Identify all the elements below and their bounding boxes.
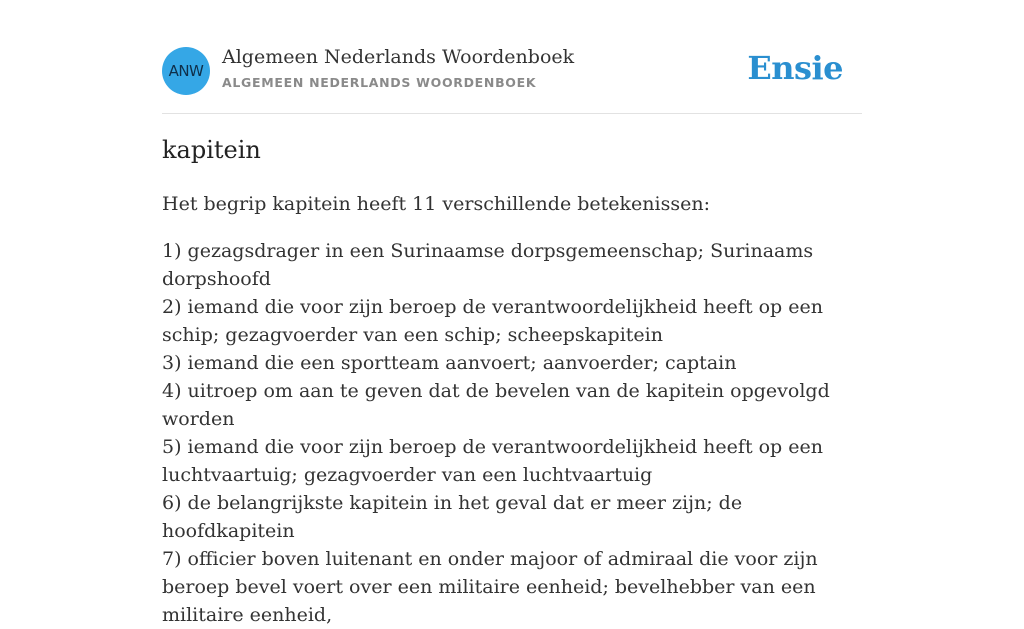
ensie-brand-logo[interactable]: Ensie	[747, 49, 843, 87]
meaning-item: 4) uitroep om aan te geven dat de bevelen van de kapitein opgevolgd worden	[162, 380, 830, 430]
meanings-list	[162, 237, 862, 629]
logo-text: ANW	[168, 62, 204, 80]
source-header	[162, 46, 862, 114]
source-title[interactable]: Algemeen Nederlands Woordenboek	[222, 46, 575, 68]
meaning-item: 3) iemand die een sportteam aanvoert; aanvoerder; captain	[162, 352, 737, 374]
meaning-item: 7) officier boven luitenant en onder majoor of admiraal die voor zijn beroep bevel voert over een militaire eenheid; bevelhebber van een militaire eenheid,	[162, 548, 818, 626]
meaning-item: 6) de belangrijkste kapitein in het geval dat er meer zijn; de hoofdkapitein	[162, 492, 743, 542]
meaning-item: 2) iemand die voor zijn beroep de verantwoordelijkheid heeft op een schip; gezagvoerder van een schip; scheepskapitein	[162, 296, 823, 346]
entry-intro: Het begrip kapitein heeft 11 verschillende betekenissen:	[162, 193, 710, 215]
meaning-item: 5) iemand die voor zijn beroep de verantwoordelijkheid heeft op een luchtvaartuig; gezagvoerder van een luchtvaartuig	[162, 436, 823, 486]
meaning-item: 1) gezagsdrager in een Surinaamse dorpsgemeenschap; Surinaams dorpshoofd	[162, 240, 814, 290]
source-subtitle: ALGEMEEN NEDERLANDS WOORDENBOEK	[222, 75, 537, 90]
entry-word: kapitein	[162, 136, 261, 164]
anw-logo[interactable]	[162, 47, 210, 95]
